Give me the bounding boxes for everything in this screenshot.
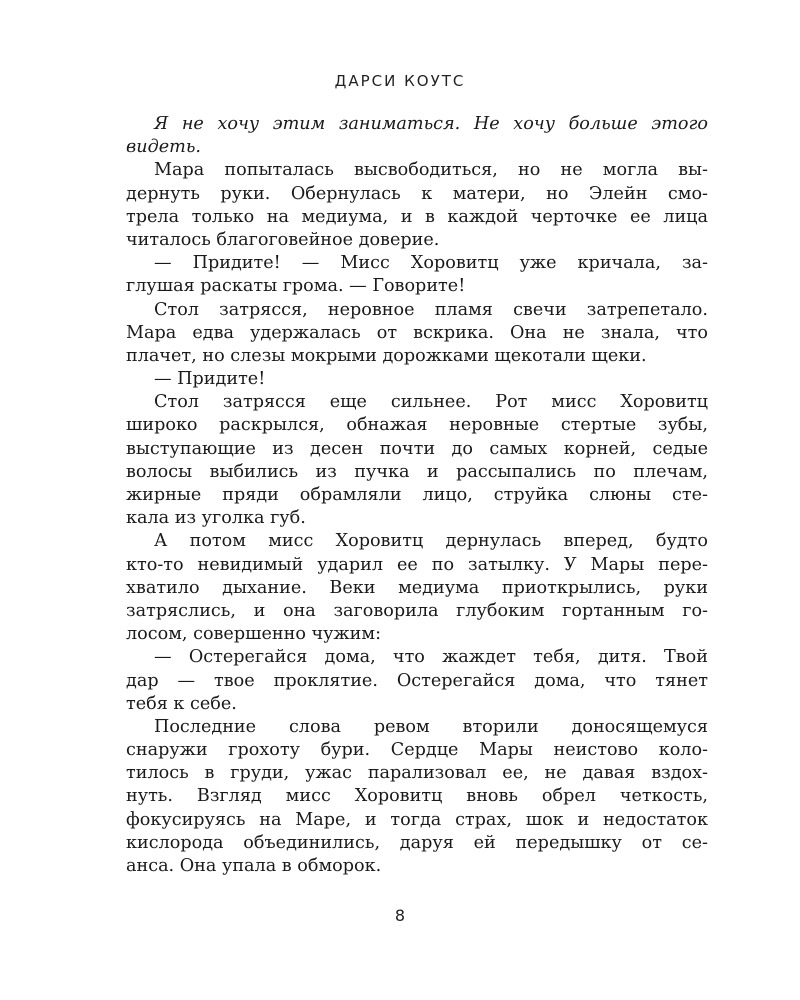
- text-line: кала из уголка губ.: [126, 508, 306, 529]
- text-line: снаружи грохоту бури. Сердце Мары неистово коло-: [126, 740, 708, 761]
- text-line: волосы выбились из пучка и рассыпались по плечам,: [126, 461, 708, 482]
- text-line: широко раскрылся, обнажая неровные стертые зубы,: [126, 415, 708, 436]
- text-line: — Остерегайся дома, что жаждет тебя, дитя. Твой: [154, 647, 708, 668]
- text-line: А потом мисс Хоровитц дернулась вперед, будто: [154, 531, 708, 552]
- text-line: Стол затрясся, неровное пламя свечи затрепетало.: [154, 299, 708, 320]
- text-line: читалось благоговейное доверие.: [126, 229, 440, 250]
- text-line: тебя к себе.: [126, 693, 237, 714]
- text-line: — Придите!: [154, 369, 266, 390]
- text-line: дар — твое проклятие. Остерегайся дома, что тянет: [126, 670, 708, 691]
- text-line: глушая раскаты грома. — Говорите!: [126, 276, 466, 297]
- text-line: Я не хочу этим заниматься. Не хочу больше этого: [154, 114, 708, 134]
- text-line: выступающие из десен почти до самых корней, седые: [126, 438, 708, 459]
- text-line: тилось в груди, ужас парализовал ее, не давая вздох-: [126, 763, 708, 784]
- text-line: нуть. Взгляд мисс Хоровитц вновь обрел четкость,: [126, 786, 708, 807]
- text-line: кислорода объединились, даруя ей передышку от се-: [126, 832, 708, 853]
- text-line: видеть.: [126, 137, 201, 158]
- text-line: хватило дыхание. Веки медиума приоткрылись, руки: [126, 577, 708, 598]
- text-line: Стол затрясся еще сильнее. Рот мисс Хоровитц: [154, 392, 708, 413]
- text-line: жирные пряди обрамляли лицо, струйка слюны сте-: [126, 485, 708, 505]
- text-line: анса. Она упала в обморок.: [126, 856, 382, 876]
- text-line: плачет, но слезы мокрыми дорожками щекотали щеки.: [126, 345, 647, 366]
- text-line: — Придите! — Мисс Хоровитц уже кричала, за-: [154, 253, 708, 274]
- text-line: кто-то невидимый ударил ее по затылку. У Мары пере-: [126, 554, 708, 575]
- text-line: Последние слова ревом вторили доносящемуся: [154, 716, 708, 737]
- text-line: Мара попыталась высвободиться, но не могла вы-: [154, 160, 708, 181]
- text-line: затряслись, и она заговорила глубоким гортанным го-: [126, 600, 708, 621]
- text-line: фокусируясь на Маре, и тогда страх, шок и недостаток: [126, 809, 708, 830]
- body-text: [126, 113, 708, 878]
- text-line: лосом, совершенно чужим:: [126, 624, 382, 645]
- running-head: ДАРСИ КОУТС: [334, 72, 466, 90]
- text-line: дернуть руки. Обернулась к матери, но Элейн смо-: [126, 183, 708, 204]
- text-line: Мара едва удержалась от вскрика. Она не знала, что: [126, 322, 708, 343]
- page-number: 8: [394, 906, 406, 925]
- text-line: трела только на медиума, и в каждой черточке ее лица: [126, 206, 708, 227]
